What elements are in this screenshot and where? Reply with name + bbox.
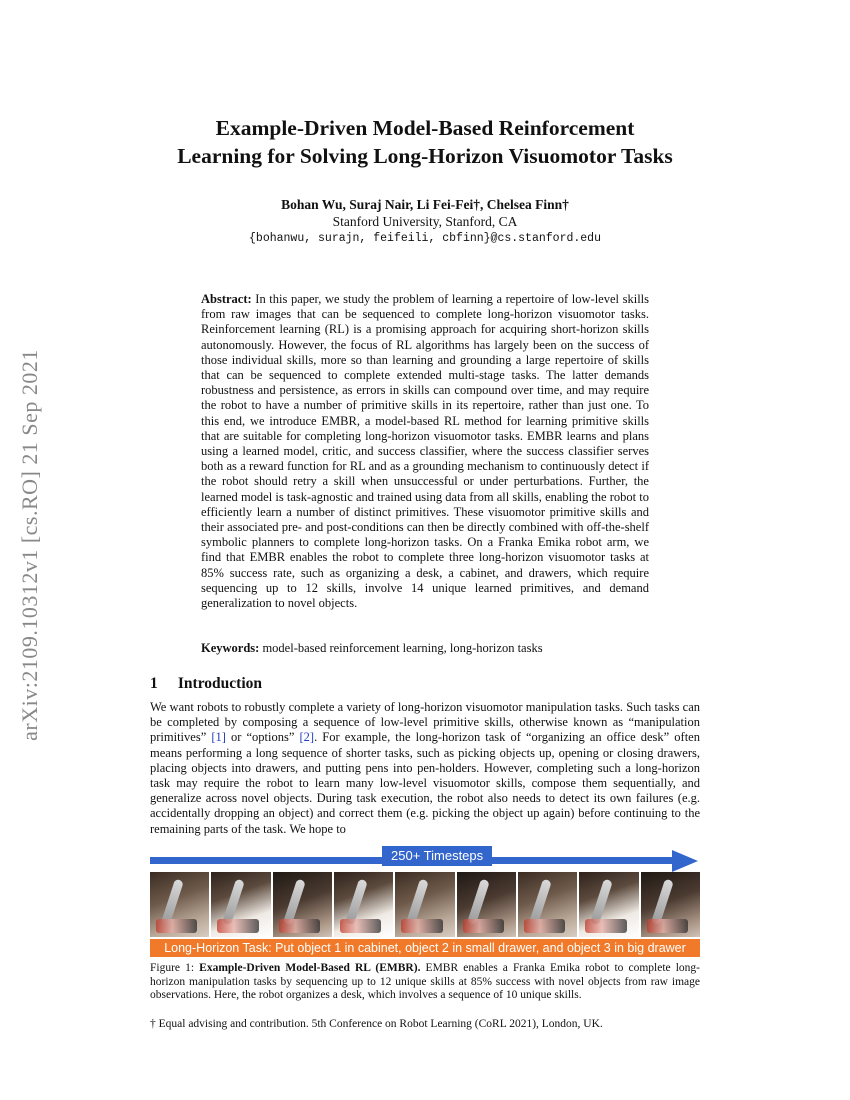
- abstract: [201, 292, 649, 611]
- robot-frame-image: [457, 872, 516, 937]
- citation-link[interactable]: [2]: [299, 730, 315, 745]
- abstract-text: In this paper, we study the problem of learning a repertoire of low-level skills from raw images that can be sequenced to complete long-horizon visuomotor tasks. Reinforcement learning (RL) is a promising approach for acquiring short-horizon skills autonomously. However, the focus of RL algorithms has largely been on the success of those individual skills, more so than learning and grounding a large repertoire of skills that can be sequenced to complete extended multi-stage tasks. The latter demands robustness and persistence, as errors in skills can compound over time, and may require the robot to have a number of primitive skills in its repertoire, rather than just one. To this end, we introduce EMBR, a model-based RL method for learning primitive skills that are suitable for completing long-horizon visuomotor tasks. EMBR learns and plans using a learned model, critic, and success classifier, where the success classifier serves both as a reward function for RL and as a grounding mechanism to continuously detect if the robot should retry a skill when unsuccessful or under perturbations. Further, the learned model is task-agnostic and trained using data from all skills, enabling the robot to efficiently learn a number of distinct primitives. These visuomotor primitive skills and their associated pre- and post-conditions can then be directly combined with off-the-shelf symbolic planners to complete long-horizon tasks. On a Franka Emika robot arm, we find that EMBR enables the robot to complete three long-horizon visuomotor tasks at 85% success rate, such as organizing a desk, a cabinet, and drawers, which require sequencing up to 12 skills, involve 14 unique learned primitives, and demand generalization to novel objects.: [201, 292, 649, 611]
- intro-paragraph: [150, 700, 700, 837]
- author-affiliation: Stanford University, Stanford, CA: [332, 214, 518, 229]
- caption-text: EMBR enables a Franka Emika robot to complete long-horizon manipulation tasks by sequencing up to 12 unique skills at 85% success with novel objects from raw image observations. Here, the robot organizes a desk, which involves a sequence of 10 unique skills.: [150, 962, 701, 1002]
- footnote: † Equal advising and contribution. 5th Conference on Robot Learning (CoRL 2021), London, UK.: [150, 1018, 603, 1030]
- caption-prefix: Figure 1:: [150, 962, 195, 974]
- robot-frame-image: [579, 872, 638, 937]
- robot-frame-image: [395, 872, 454, 937]
- keywords-text: model-based reinforcement learning, long-horizon tasks: [262, 641, 543, 655]
- robot-frame-image: [334, 872, 393, 937]
- caption-title: Example-Driven Model-Based RL (EMBR).: [199, 962, 421, 974]
- intro-text-2: or “options”: [225, 730, 300, 745]
- keywords: [201, 641, 649, 656]
- robot-frame-image: [273, 872, 332, 937]
- citation-link[interactable]: [1]: [211, 730, 226, 745]
- robot-frame-image: [641, 872, 700, 937]
- title-line-2: Learning for Solving Long-Horizon Visuomotor Tasks: [177, 144, 673, 168]
- author-block: [150, 196, 700, 247]
- arxiv-sidebar: [10, 295, 50, 795]
- figure-caption: [150, 962, 700, 1003]
- author-names: Bohan Wu, Suraj Nair, Li Fei-Fei†, Chelsea Finn†: [281, 197, 569, 212]
- author-emails: {bohanwu, surajn, feifeili, cbfinn}@cs.stanford.edu: [249, 232, 601, 245]
- timeline-arrow: [150, 848, 700, 869]
- arxiv-identifier: arXiv:2109.10312v1 [cs.RO] 21 Sep 2021: [17, 349, 42, 741]
- section-title: Introduction: [177, 675, 262, 692]
- timeline-label: 250+ Timesteps: [382, 846, 492, 866]
- robot-frame-strip: [150, 872, 700, 937]
- robot-frame-image: [518, 872, 577, 937]
- intro-text-1: We want robots to robustly complete a variety of long-horizon visuomotor manipulation tasks. Such tasks can be completed by composing a sequence of low-level primitive skills, otherwise known as “manipulation primitives”: [150, 700, 700, 745]
- robot-frame-image: [211, 872, 270, 937]
- section-number: 1: [150, 675, 158, 692]
- section-heading: [150, 675, 262, 693]
- paper-title: [150, 114, 700, 170]
- abstract-label: Abstract:: [201, 292, 252, 306]
- intro-text-3: . For example, the long-horizon task of “organizing an office desk” often means performing a long sequence of shorter tasks, such as picking objects up, opening or closing drawers, placing objects into drawers, and putting pens into pen-holders. However, completing such a long-horizon task may require the robot to learn many low-level visuomotor skills, compose them sequentially, and generalize across novel objects. During task execution, the robot also needs to detect its own failures (e.g. accidentally dropping an object) and correct them (e.g. picking the object up again) before continuing to the remaining parts of the task. We hope to: [150, 730, 700, 836]
- arrow-right-icon: [672, 850, 698, 872]
- title-line-1: Example-Driven Model-Based Reinforcement: [215, 116, 635, 140]
- robot-frame-image: [150, 872, 209, 937]
- figure-1: [150, 848, 700, 960]
- task-description-bar: Long-Horizon Task: Put object 1 in cabinet, object 2 in small drawer, and object 3 in big drawer: [150, 939, 700, 957]
- keywords-label: Keywords:: [201, 641, 260, 655]
